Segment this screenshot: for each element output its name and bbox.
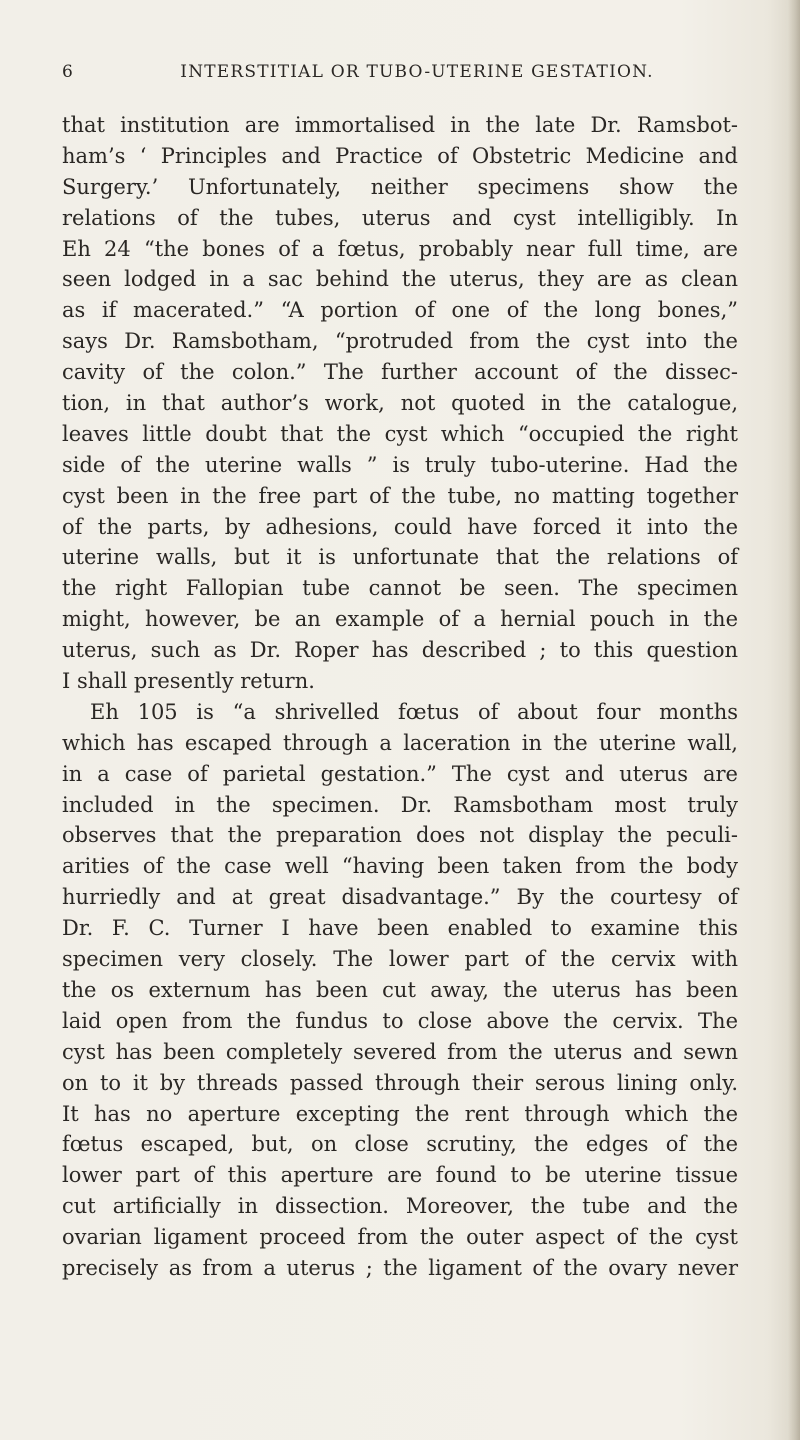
text-line: arities of the case well “having been taken from the body [62, 854, 738, 879]
text-line: precisely as from a uterus ; the ligament of the ovary never [62, 1255, 738, 1280]
text-line: side of the uterine walls ” is truly tubo-uterine. Had the [62, 452, 738, 477]
text-line: on to it by threads passed through their serous lining only. [62, 1070, 738, 1095]
text-line: laid open from the fundus to close above the cervix. The [62, 1008, 738, 1033]
text-line: which has escaped through a laceration in the uterine wall, [62, 730, 738, 755]
text-line: of the parts, by adhesions, could have forced it into the [62, 514, 738, 539]
text-line: It has no aperture excepting the rent through which the [62, 1101, 738, 1126]
text-line: that institution are immortalised in the late Dr. Ramsbot- [62, 113, 738, 137]
page-header [62, 62, 742, 90]
text-line: says Dr. Ramsbotham, “protruded from the cyst into the [62, 329, 738, 354]
text-line: Surgery.’ Unfortunately, neither specimens show the [62, 174, 738, 199]
text-line: uterine walls, but it is unfortunate that the relations of [62, 545, 738, 570]
text-line: uterus, such as Dr. Roper has described ; to this question [62, 638, 738, 663]
text-line: might, however, be an example of a hernial pouch in the [62, 607, 738, 632]
text-line: in a case of parietal gestation.” The cyst and uterus are [62, 761, 738, 786]
text-line: seen lodged in a sac behind the uterus, they are as clean [62, 267, 738, 292]
text-line: Dr. F. C. Turner I have been enabled to examine this [62, 916, 738, 941]
text-line: cyst has been completely severed from the uterus and sewn [62, 1039, 738, 1064]
text-line: ovarian ligament proceed from the outer aspect of the cyst [62, 1225, 738, 1250]
text-line: ham’s ‘ Principles and Practice of Obstetric Medicine and [62, 143, 738, 168]
text-line: Eh 24 “the bones of a fœtus, probably near full time, are [62, 236, 738, 261]
body-text [62, 110, 738, 1284]
running-title: INTERSTITIAL OR TUBO-UTERINE GESTATION. [180, 62, 654, 82]
text-line: tion, in that author’s work, not quoted in the catalogue, [62, 391, 738, 416]
text-line: hurriedly and at great disadvantage.” By the courtesy of [62, 885, 738, 910]
text-line: specimen very closely. The lower part of the cervix with [62, 947, 738, 972]
text-line: observes that the preparation does not display the peculi- [62, 823, 738, 848]
page-number: 6 [62, 62, 75, 82]
text-line: fœtus escaped, but, on close scrutiny, the edges of the [62, 1132, 738, 1157]
text-line: the right Fallopian tube cannot be seen. The specimen [62, 576, 738, 601]
text-line: the os externum has been cut away, the uterus has been [62, 977, 738, 1002]
text-line: leaves little doubt that the cyst which “occupied the right [62, 421, 738, 446]
paragraph-start-line: Eh 105 is “a shrivelled fœtus of about four months [90, 699, 738, 724]
text-line: cyst been in the free part of the tube, no matting together [62, 483, 738, 508]
page-edge-shadow [788, 0, 800, 1440]
text-line: lower part of this aperture are found to be uterine tissue [62, 1163, 738, 1188]
text-line: cavity of the colon.” The further account of the dissec- [62, 360, 738, 385]
text-line: included in the specimen. Dr. Ramsbotham most truly [62, 792, 738, 817]
text-line: as if macerated.” “A portion of one of the long bones,” [62, 298, 738, 323]
text-line: relations of the tubes, uterus and cyst intelligibly. In [62, 205, 738, 230]
text-line: cut artificially in dissection. Moreover, the tube and the [62, 1194, 738, 1219]
text-line: I shall presently return. [62, 669, 315, 694]
